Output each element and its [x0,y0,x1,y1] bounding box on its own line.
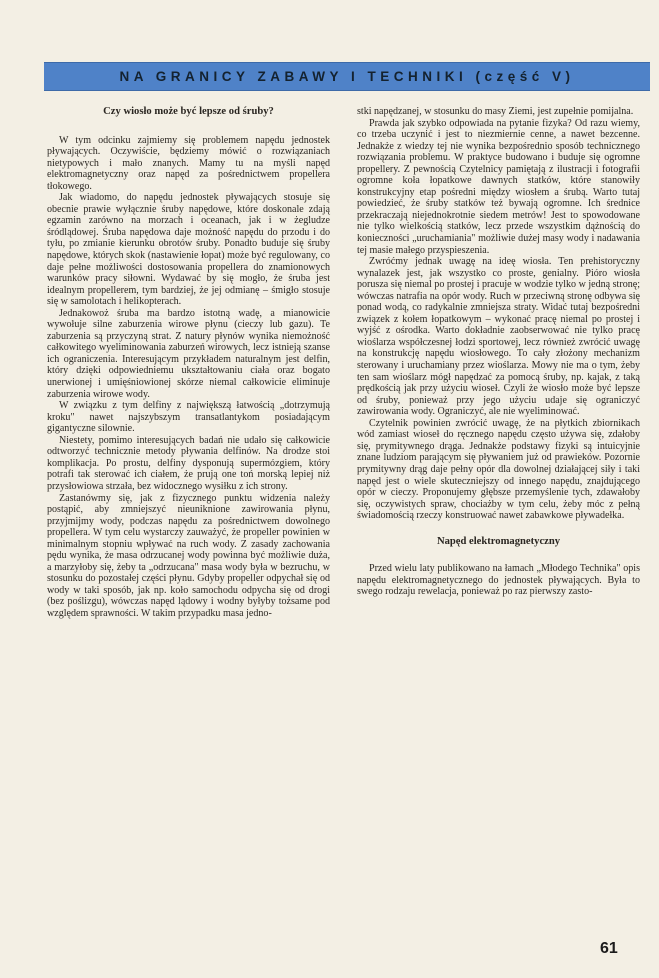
paragraph: Prawda jak szybko odpowiada na pytanie fizyka? Od razu wiemy, co trzeba uczynić i jest to niezmiernie cenne, a nawet bezcenne. Jednakże z wiedzy tej nie wynika bezpośrednio sposób technicznego rozwiązania problemu. W praktyce budowano i buduje się ogromne propellery. Z pewnością Czytelnicy pamiętają z ilustracji i fotografii ogromne koła łopatkowe dawnych statków, które stanowiły konstrukcyjny etap pośredni między wiosłem a śrubą. Warto tutaj powiedzieć, że śruby statków też bywają ogromne. Ich średnice przekraczają niejednokrotnie siedem metrów! Jest to spowodowane nie tylko wielkością statków, lecz przede wszystkim dążnością do konieczności „uruchamiania" możliwie dużej masy wody i nadawania tej masie małego przyspieszenia. [357,117,640,256]
banner-title: NA GRANICY ZABAWY I TECHNIKI (część V) [119,69,575,84]
paragraph: stki napędzanej, w stosunku do masy Ziemi, jest zupełnie pomijalna. [357,106,634,117]
series-banner [44,62,650,91]
page-number: 61 [600,940,618,957]
right-column [357,106,640,598]
paragraph: Czytelnik powinien zwrócić uwagę, że na płytkich zbiornikach wód zamiast wioseł do ręcznego napędu często używa się, zdałoby się, prymitywnego drąga. Jednakże podstawy fizyki są intuicyjnie znane ludziom parającym się pływaniem już od prawieków. Pozornie prymitywny drąg daje pełny opór dla dowolnej działającej siły i taki napęd jest o wiele skuteczniejszy od innego napędu, znajdującego opór w cieczy. Proponujemy głębsze przemyślenie tych, zdawałoby się, oczywistych spraw, chociażby w tym celu, żeby móc z pełną świadomością rzeczy konstruować nawet zabawkowe pływadełka. [357,417,640,522]
left-column [47,106,330,620]
paragraph: W związku z tym delfiny z największą łatwością „dotrzymują kroku" nawet najszybszym transatlantykom posiadającym gigantyczne silownie. [47,400,330,435]
paragraph: Przed wielu laty publikowano na łamach „Młodego Technika" opis napędu elektromagnetycznego do jednostek pływających. Była to swego rodzaju rewelacja, ponieważ po raz pierwszy zasto- [357,563,640,598]
paragraph: W tym odcinku zajmiemy się problemem napędu jednostek pływających. Oczywiście, będziemy mówić o rozwiązaniach nietypowych i mało znanych. Mamy tu na myśli napęd elektromagnetyczny oraz napęd za pośrednictwem propellera tłokowego. [47,134,330,192]
paragraph: Jednakowoż śruba ma bardzo istotną wadę, a mianowicie wywołuje silne zaburzenia wirowe płynu (cieczy lub gazu). Te zaburzenia są przyczyną strat. Z natury płynów wynika niemożność całkowitego wyeliminowania zaburzeń wirowych, lecz istnieją szanse ich ograniczenia. Interesującym przykładem naturalnym jest delfin, który dzięki odpowiedniemu ukształtowaniu ciała oraz bogato unerwionej i umięśniowionej skórze niemal całkowicie eliminuje zaburzenia wirowe wody. [47,307,330,400]
article-title: Czy wiosło może być lepsze od śruby? [103,106,274,117]
paragraph: Niestety, pomimo interesujących badań nie udało się całkowicie odtworzyć technicznie metody pływania delfinów. Na drodze stoi komplikacja. Po prostu, delfiny dysponują supermózgiem, który potrafi tak sterować ich ciałem, że prują one toń morską lepiej niż przysłowiowa strzała, bez widocznego wysiłku z ich strony. [47,434,330,492]
paragraph: Zastanówmy się, jak z fizycznego punktu widzenia należy postąpić, aby zmniejszyć nieuniknione zawirowania płynu, przyjmijmy wody, podczas napędu za pośrednictwem dowolnego propellera. W tym celu wystarczy zauważyć, że propeller powinien w minimalnym stopniu wpływać na ruch wody. Z zasady zachowania pędu wynika, że masa odrzucanej wody powinna być możliwie duża, a marzyłoby się, żeby ta „odrzucana" masa wody była w bezruchu, w stosunku do pozostałej części płynu. Gdyby propeller odpychał się od wody w taki sposób, jak np. koło samochodu odpycha się od drogi (bez poślizgu), wówczas napęd lądowy i wodny byłyby tożsame pod względem sprawności. W takim przypadku masa jedno- [47,492,330,619]
paragraph: Jak wiadomo, do napędu jednostek pływających stosuje się obecnie prawie wyłącznie śruby napędowe, które doskonale zdają egzamin zarówno na morzach i oceanach, jak i w żegludze śródlądowej. Śruba napędowa daje możność napędu do przodu i do tyłu, po zmianie kierunku obrotów śruby. Ponadto buduje się śruby napędowe, których skok (nastawienie łopat) może być regulowany, co daje pełne możliwości dostosowania propellera do znamionowych warunków pracy siłowni. Wydawać by się mogło, że śruba jest idealnym propellerem, tym bardziej, że jej odmianę – śmigło stosuje się w samolotach i helikopterach. [47,192,330,308]
paragraph: Zwróćmy jednak uwagę na ideę wiosła. Ten prehistoryczny wynalazek jest, jak wszystko co proste, genialny. Pióro wiosła porusza się niemal po prostej i pracuje w wodzie tylko w jedną stronę; wówczas natrafia na opór wody. Ruch w przeciwną stronę odbywa się ponad wodą, co radykalnie zmniejsza straty. Widać tutaj bezpośredni związek z kołem łopatkowym – wykonać pracę niemal po prostej i wyjść z ośrodka. Warto dokładnie zaobserwować nie tylko pracę wioślarza współczesnej łodzi sportowej, lecz również zwrócić uwagę na konstrukcję napędu wiosłowego. To cały złożony mechanizm sterowany i uruchamiany przez wioślarza. Mowy nie ma o tym, żeby ten sam wioślarz mógł napędzać za pomocą śruby, np. kajak, z taką prędkością jak przy użyciu wioseł. Czyli że wiosło może być lepsze od śruby, ponieważ przy jego użyciu udaje się ograniczyć zawirowania wody. Ograniczyć, ale nie wyeliminować. [357,256,640,418]
section-heading: Napęd elektromagnetyczny [436,535,561,547]
